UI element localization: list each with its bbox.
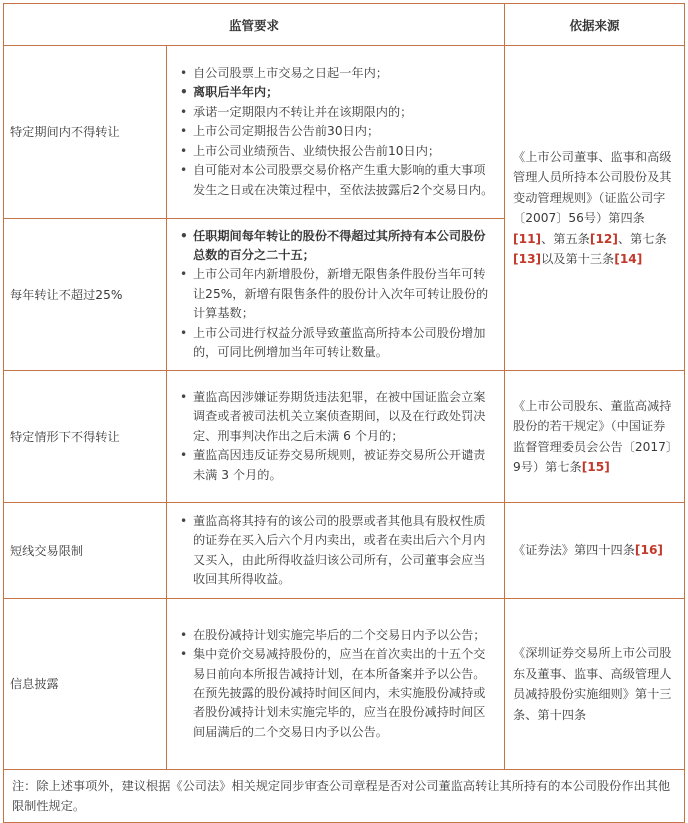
list-item: • 集中竞价交易减持股份的，应当在首次卖出的十五个交易日前向本所报告减持计划，在本所备案并予以公告。在预先披露的股份减持时间区间内，未实施股份减持或者股份减持计划未实施完毕的，应当在股份减持时间区间届满后的二个交易日内予以公告。 — [175, 645, 496, 742]
row-requirements — [167, 503, 505, 599]
source-text: 、第五条 — [541, 231, 590, 246]
requirement-list — [175, 626, 496, 742]
source-text: 《上市公司股东、董监高减持股份的若干规定》（中国证券监督管理委员会公告〔2017〕9号）第七条 — [513, 398, 672, 474]
list-item: • 董监高因违反证券交易所规则，被证券交易所公开谴责未满 3 个月的。 — [175, 446, 496, 485]
row-category: 短线交易限制 — [4, 503, 167, 599]
source-text: 以及第十三条 — [541, 252, 615, 266]
list-item: • 上市公司年内新增股份，新增无限售条件股份当年可转让25%，新增有限售条件的股份计入次年可转让股份的计算基数； — [175, 265, 496, 323]
table-row — [4, 46, 685, 219]
list-item: • 在股份减持计划实施完毕后的二个交易日内予以公告； — [175, 626, 496, 645]
source-cell — [505, 503, 685, 599]
header-row — [4, 4, 685, 46]
reference-link[interactable]: [13] — [513, 252, 542, 266]
reference-link[interactable]: [15] — [581, 460, 610, 474]
source-text: 《深圳证券交易所上市公司股东及董事、监事、高级管理人员减持股份实施细则》第十三条、第十四条 — [513, 646, 672, 722]
row-requirements — [167, 219, 505, 371]
source-cell — [505, 371, 685, 503]
table-row — [4, 371, 685, 503]
row-category: 特定期间内不得转让 — [4, 46, 167, 219]
source-text: 、第七条 — [617, 231, 667, 246]
table-note: 注：除上述事项外，建议根据《公司法》相关规定同步审查公司章程是否对公司董监高转让其所持有的本公司股份作出其他限制性规定。 — [4, 770, 685, 823]
row-category: 特定情形下不得转让 — [4, 371, 167, 503]
row-requirements — [167, 599, 505, 770]
list-item: • 上市公司定期报告公告前30日内； — [175, 122, 496, 141]
source-cell — [505, 599, 685, 770]
header-requirement: 监管要求 — [4, 4, 505, 46]
source-text: 《证券法》第四十四条 — [513, 543, 635, 558]
row-requirements — [167, 46, 505, 219]
list-item: • 任职期间每年转让的股份不得超过其所持有本公司股份总数的百分之二十五； — [175, 227, 496, 266]
list-item: • 董监高因涉嫌证券期货违法犯罪，在被中国证监会立案调查或者被司法机关立案侦查期间，以及在行政处罚决定、刑事判决作出之后未满 6 个月的； — [175, 388, 496, 446]
regulation-table-container — [3, 3, 684, 823]
row-category: 信息披露 — [4, 599, 167, 770]
list-item: • 上市公司业绩预告、业绩快报公告前10日内； — [175, 142, 496, 161]
reference-link[interactable]: [11] — [513, 231, 542, 246]
reference-link[interactable]: [14] — [614, 252, 643, 266]
row-category: 每年转让不超过25% — [4, 219, 167, 371]
reference-link[interactable]: [16] — [634, 543, 663, 558]
source-text: 《上市公司董事、监事和高级管理人员所持本公司股份及其变动管理规则》（证监公司字〔2007〕56号）第四条 — [513, 149, 672, 225]
list-item: • 承诺一定期限内不转让并在该期限内的； — [175, 103, 496, 122]
requirement-list — [175, 227, 496, 363]
list-item: • 自公司股票上市交易之日起一年内； — [175, 64, 496, 83]
table-row — [4, 599, 685, 770]
list-item: • 自可能对本公司股票交易价格产生重大影响的重大事项发生之日或在决策过程中，至依法披露后2个交易日内。 — [175, 161, 496, 200]
header-source: 依据来源 — [505, 4, 685, 46]
reference-link[interactable]: [12] — [589, 231, 618, 246]
list-item: • 董监高将其持有的该公司的股票或者其他具有股权性质的证券在买入后六个月内卖出，或者在卖出后六个月内又买入，由此所得收益归该公司所有，公司董事会应当收回其所得收益。 — [175, 512, 496, 590]
requirement-list — [175, 388, 496, 485]
list-item: • 离职后半年内； — [175, 83, 496, 102]
table-row — [4, 503, 685, 599]
note-row — [4, 770, 685, 823]
source-cell — [505, 46, 685, 371]
row-requirements — [167, 371, 505, 503]
regulation-table — [3, 3, 685, 823]
requirement-list — [175, 512, 496, 590]
requirement-list — [175, 64, 496, 200]
list-item: • 上市公司进行权益分派导致董监高所持本公司股份增加的，可同比例增加当年可转让数量。 — [175, 324, 496, 363]
